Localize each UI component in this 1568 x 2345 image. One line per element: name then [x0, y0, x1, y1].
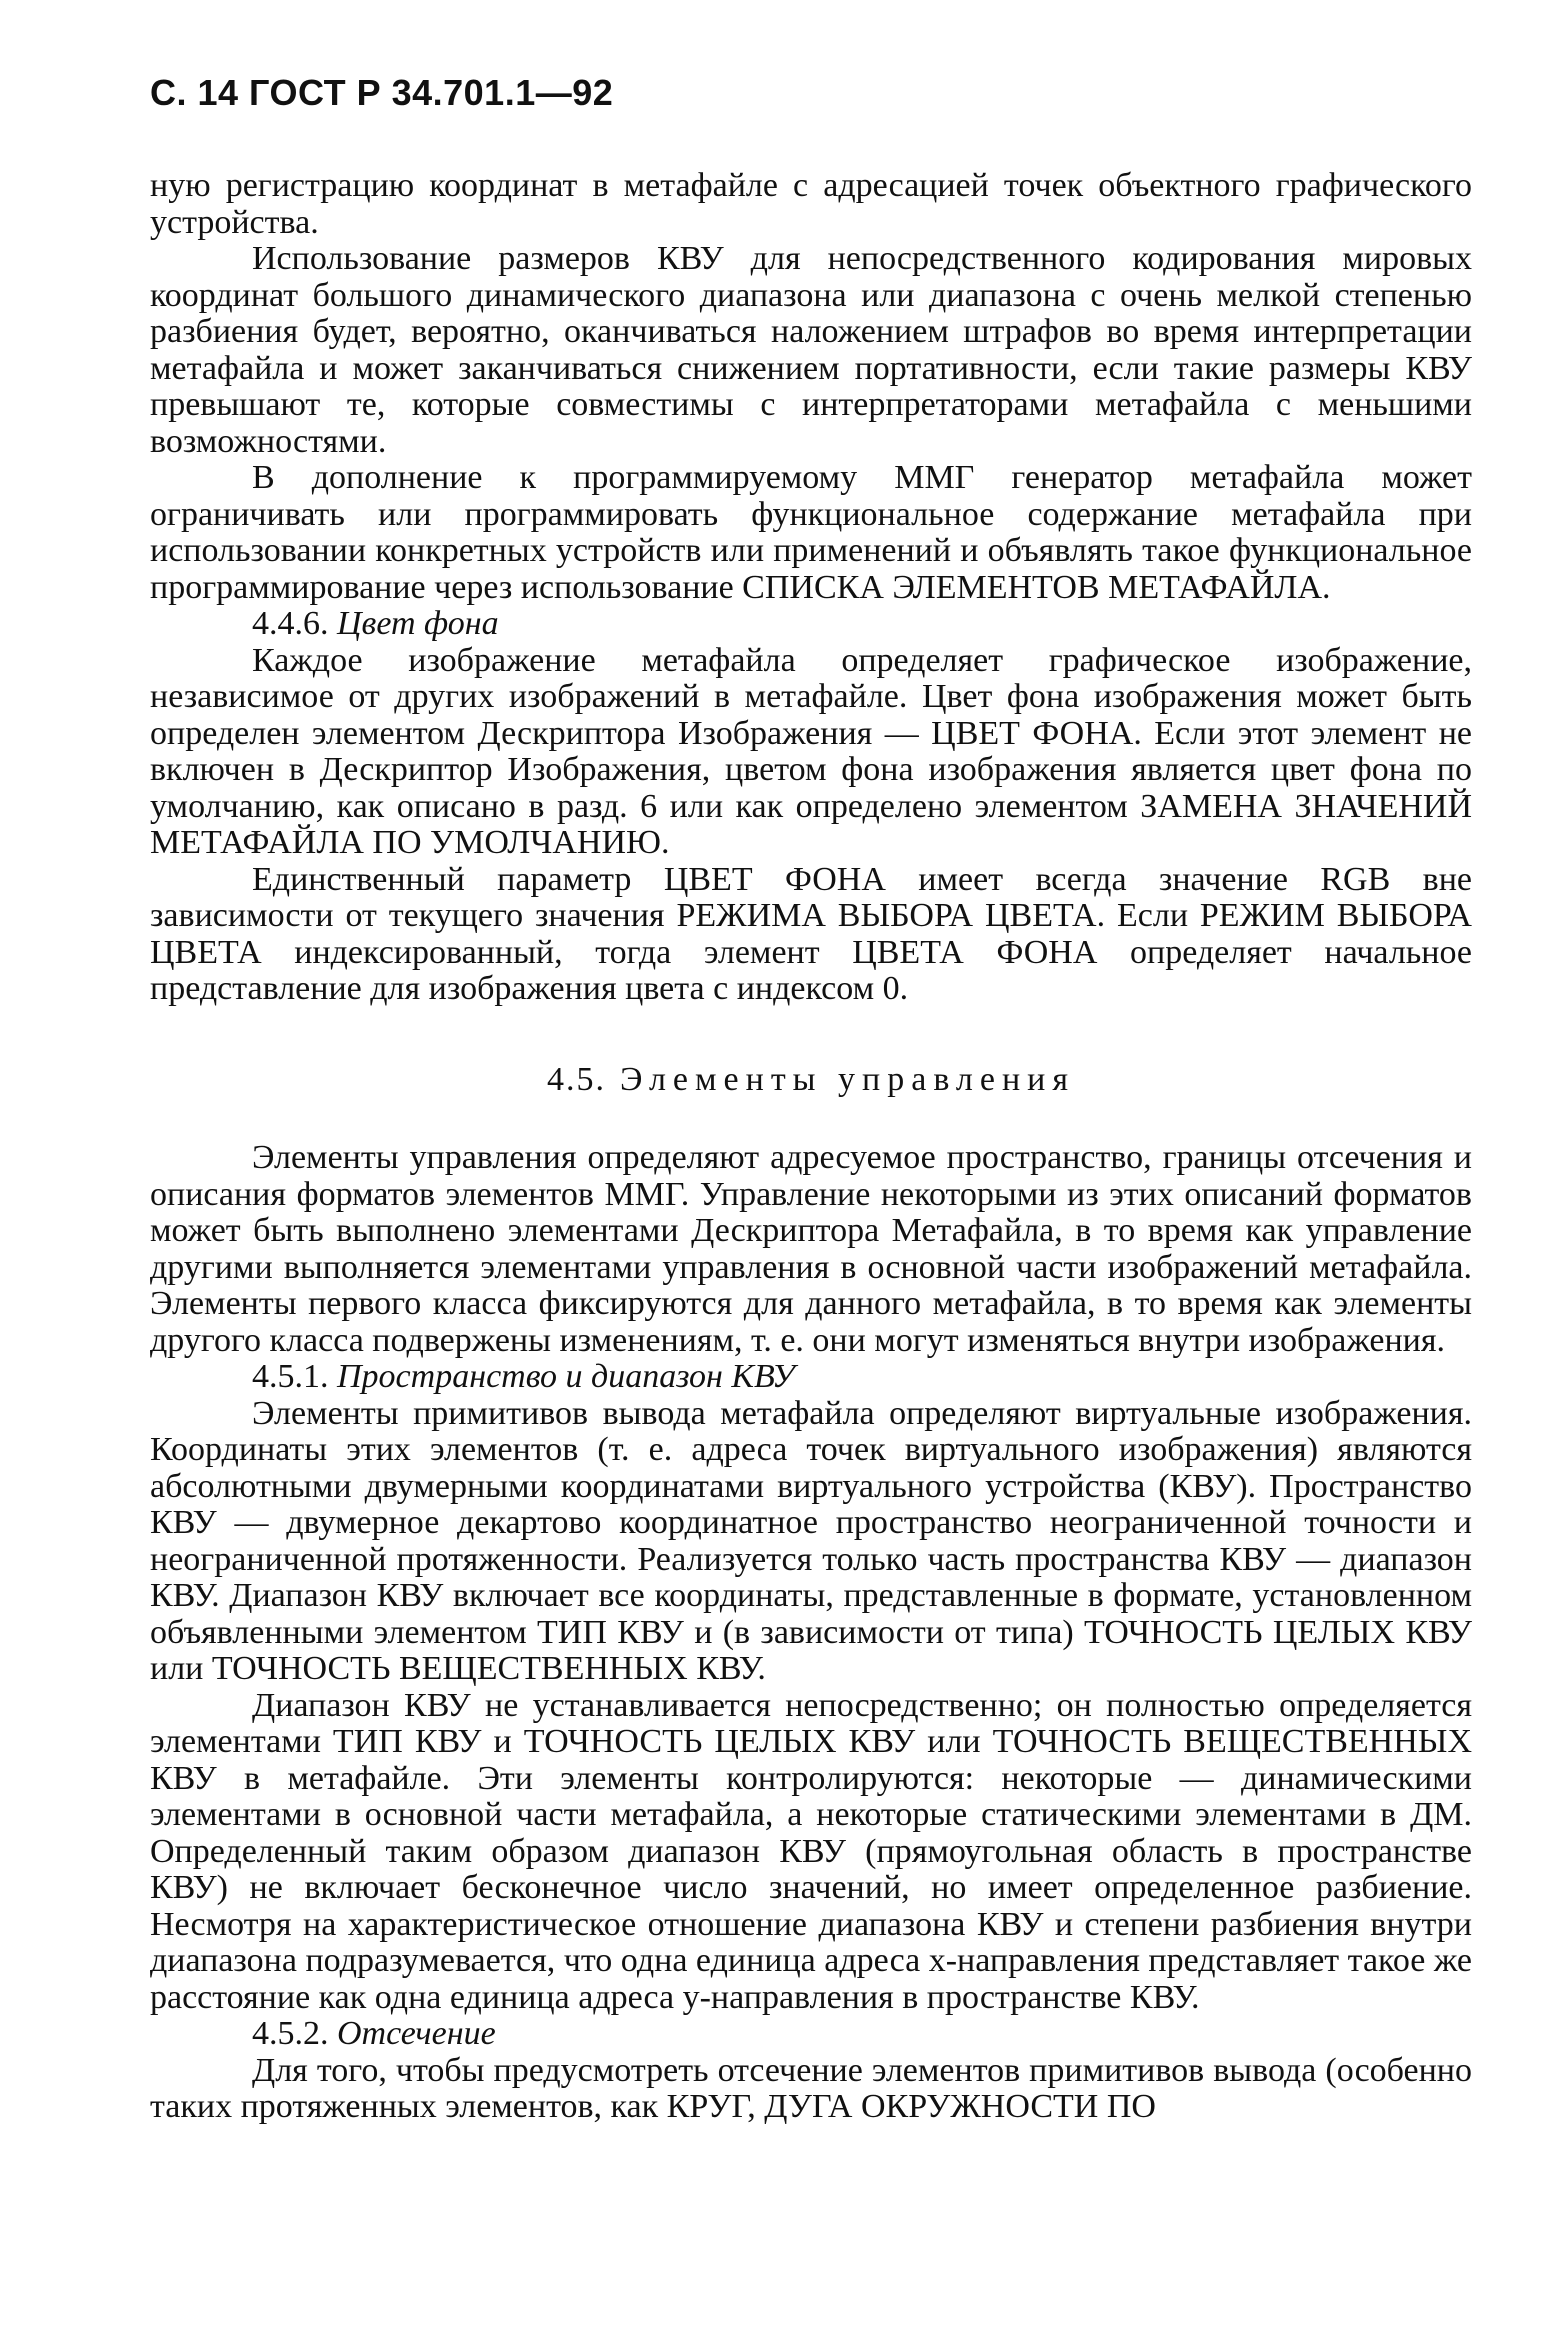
document-body [150, 168, 1472, 2126]
paragraph-kvu-sizes: Использование размеров КВУ для непосредственного кодирования мировых координат большого динамического диапазона или диапазона с очень мелкой степенью разбиения будет, вероятно, оканчиваться наложением штрафов во время интерпретации метафайла и может заканчиваться снижением портативности, если такие размеры КВУ превышают те, которые совместимы с интерпретаторами метафайла с меньшими возможностями. [150, 240, 1472, 460]
paragraph-vdc-range: Диапазон КВУ не устанавливается непосредственно; он полностью определяется элементами ТИП КВУ и ТОЧНОСТЬ ЦЕЛЫХ КВУ или ТОЧНОСТЬ ВЕЩЕСТВЕННЫХ КВУ в метафайле. Эти элементы контролируются: некоторые — динамическими элементами в основной части метафайла, а некоторые статическими элементами в ДМ. Определенный таким образом диапазон КВУ (прямоугольная область в пространстве КВУ) не включает бесконечное число значений, но имеет определенное разбиение. Несмотря на характеристическое отношение диапазона КВУ и степени разбиения внутри диапазона подразумевается, что одна единица адреса x-направления представляет такое же расстояние как одна единица адреса y-направления в пространстве КВУ. [150, 1686, 1472, 2016]
subsection-heading-4-5-2 [150, 2016, 1472, 2053]
paragraph-background-color-parameter: Единственный параметр ЦВЕТ ФОНА имеет всегда значение RGB вне зависимости от текущего значения РЕЖИМА ВЫБОРА ЦВЕТА. Если РЕЖИМ ВЫБОРА ЦВЕТА индексированный, тогда элемент ЦВЕТА ФОНА определяет начальное представление для изображения цвета с индексом 0. [150, 860, 1472, 1007]
paragraph-mmg-generator: В дополнение к программируемому ММГ генератор метафайла может ограничивать или программировать функциональное содержание метафайла при использовании конкретных устройств или применений и объявлять такое функциональное программирование через использование СПИСКА ЭЛЕМЕНТОВ МЕТАФАЙЛА. [150, 459, 1472, 606]
subsection-number: 4.5.1. [252, 1358, 329, 1395]
section-title: Элементы управления [619, 1060, 1076, 1098]
paragraph-control-elements: Элементы управления определяют адресуемое пространство, границы отсечения и описания форматов элементов ММГ. Управление некоторыми из этих описаний форматов может быть выполнено элементами Дескриптора Метафайла, в то время как управление другими выполняется элементами управления в основной части изображений метафайла. Элементы первого класса фиксируются для данного метафайла, в то время как элементы другого класса подвержены изменениям, т. е. они могут изменяться внутри изображения. [150, 1139, 1472, 1359]
subsection-number: 4.5.2. [252, 2015, 329, 2052]
subsection-heading-4-4-6 [150, 606, 1472, 643]
page-header: С. 14 ГОСТ Р 34.701.1—92 [150, 72, 614, 113]
subsection-title: Отсечение [337, 2015, 496, 2052]
paragraph-vdc-space: Элементы примитивов вывода метафайла определяют виртуальные изображения. Координаты этих элементов (т. е. адреса точек виртуального изображения) являются абсолютными двумерными координатами виртуального устройства (КВУ). Пространство КВУ — двумерное декартово координатное пространство неограниченной точности и неограниченной протяженности. Реализуется только часть пространства КВУ — диапазон КВУ. Диапазон КВУ включает все координаты, представленные в формате, установленном объявленными элементом ТИП КВУ и (в зависимости от типа) ТОЧНОСТЬ ЦЕЛЫХ КВУ или ТОЧНОСТЬ ВЕЩЕСТВЕННЫХ КВУ. [150, 1394, 1472, 1687]
paragraph-clipping: Для того, чтобы предусмотреть отсечение элементов примитивов вывода (особенно таких протяженных элементов, как КРУГ, ДУГА ОКРУЖНОСТИ ПО [150, 2051, 1472, 2125]
section-heading-4-5 [150, 1062, 1472, 1099]
subsection-title: Пространство и диапазон КВУ [337, 1358, 795, 1395]
section-number: 4.5. [546, 1060, 606, 1098]
paragraph-continuation: ную регистрацию координат в метафайле с адресацией точек объектного графического устройства. [150, 167, 1472, 241]
subsection-heading-4-5-1 [150, 1359, 1472, 1396]
paragraph-background-color: Каждое изображение метафайла определяет графическое изображение, независимое от других изображений в метафайле. Цвет фона изображения может быть определен элементом Дескриптора Изображения — ЦВЕТ ФОНА. Если этот элемент не включен в Дескриптор Изображения, цветом фона изображения является цвет фона по умолчанию, как описано в разд. 6 или как определено элементом ЗАМЕНА ЗНАЧЕНИЙ МЕТАФАЙЛА ПО УМОЛЧАНИЮ. [150, 641, 1472, 861]
subsection-number: 4.4.6. [252, 605, 329, 642]
subsection-title: Цвет фона [337, 605, 499, 642]
